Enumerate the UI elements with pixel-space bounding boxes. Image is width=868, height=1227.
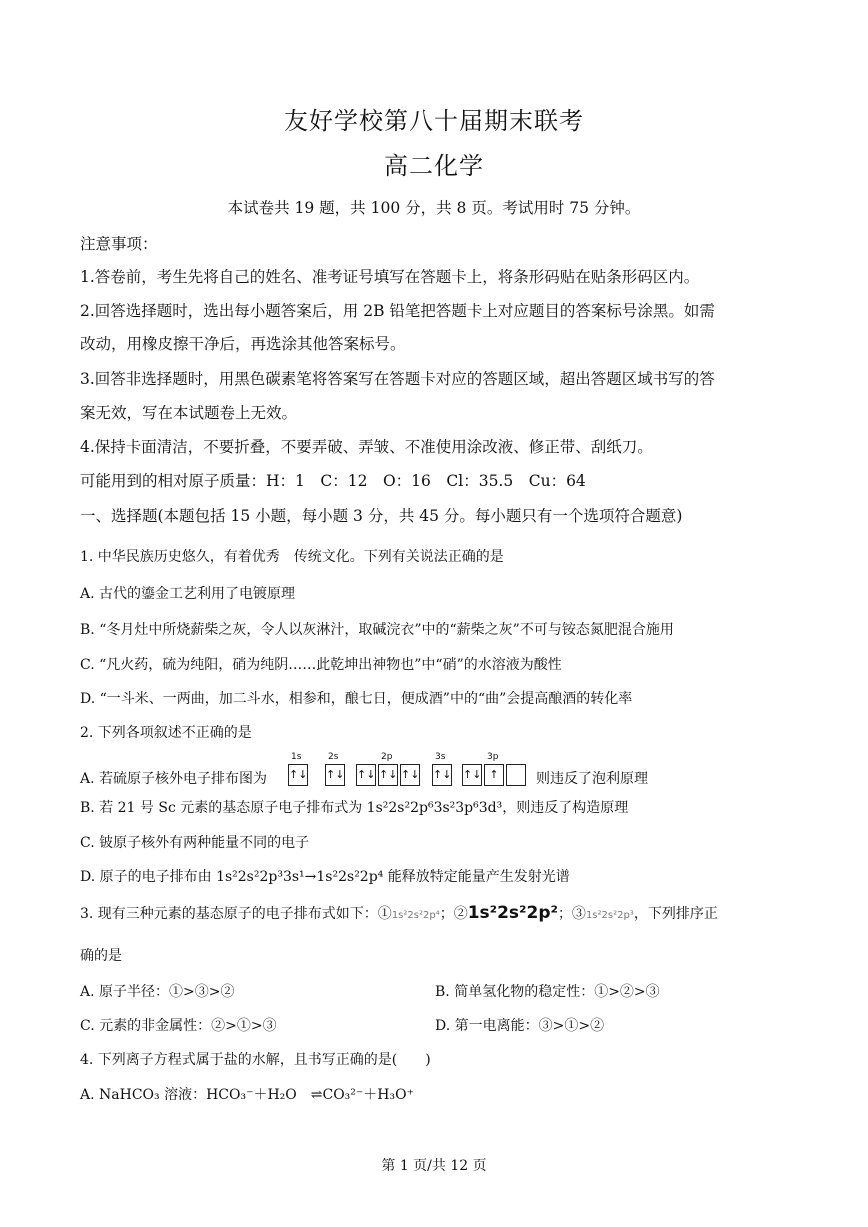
q2-option-b: B. 若 21 号 Sc 元素的基态原子电子排布式为 1s²2s²2p⁶3s²3p⁶3d³，则违反了构造原理 [80, 800, 629, 816]
notice-item: 改动，用橡皮擦干净后，再选涂其他答案标号。 [80, 335, 406, 353]
q3-option-d: D. 第一电离能：③>①>② [435, 1018, 605, 1034]
notice-item: 案无效，写在本试题卷上无效。 [80, 404, 298, 422]
q3-config-2: 1s²2s²2p² [467, 903, 558, 923]
q3-stem: 3. 现有三种元素的基态原子的电子排布式如下：①1s²2s²2p⁴；②1s²2s²2p²；③1s²2s²2p³，下列排序正 [80, 903, 718, 923]
exam-subject: 高二化学 [384, 152, 484, 180]
orbital-box: ↑↓ [325, 764, 345, 786]
notice-heading: 注意事项： [80, 235, 158, 253]
orbital-box: ↑ [484, 764, 504, 786]
q4-stem: 4. 下列离子方程式属于盐的水解，且书写正确的是( ) [80, 1052, 431, 1068]
q3-option-a: A. 原子半径：①>③>② [80, 984, 235, 1000]
q1-stem: 1. 中华民族历史悠久，有着优秀 传统文化。下列有关说法正确的是 [80, 549, 504, 565]
orbital-box: ↑↓ [400, 764, 420, 786]
q3-option-b: B. 简单氢化物的稳定性：①>②>③ [435, 984, 660, 1000]
atomic-masses: 可能用到的相对原子质量：H：1 C：12 O：16 Cl：35.5 Cu：64 [80, 472, 586, 490]
q1-option-c: C. “凡火药，硫为纯阳，硝为纯阴……此乾坤出神物也”中“硝”的水溶液为酸性 [80, 657, 562, 673]
q3-option-c: C. 元素的非金属性：②>①>③ [80, 1018, 277, 1034]
q2-option-a-text: A. 若硫原子核外电子排布图为 [80, 771, 268, 787]
q1-option-a: A. 古代的鎏金工艺利用了电镀原理 [80, 586, 296, 602]
orbital-box: ↑↓ [378, 764, 398, 786]
orbital-box: ↑↓ [432, 764, 452, 786]
notice-item: 2.回答选择题时，选出每小题答案后，用 2B 铅笔把答题卡上对应题目的答案标号涂黑。如需 [80, 302, 715, 320]
q1-option-b: B. “冬月灶中所烧薪柴之灰，令人以灰淋汁，取碱浣衣”中的“薪柴之灰”不可与铵态氮肥混合施用 [80, 622, 674, 638]
q2-option-a: A. 若硫原子核外电子排布图为 1s ↑↓ 2s ↑↓ 2p ↑↓ ↑↓ ↑↓ 3s ↑↓ 3p ↑↓ ↑ 则违反了泡利原理 [80, 752, 648, 787]
q3-row-1 [80, 981, 800, 1001]
orbital-box: ↑↓ [288, 764, 308, 786]
q2-stem: 2. 下列各项叙述不正确的是 [80, 725, 252, 741]
q2-option-c: C. 铍原子核外有两种能量不同的电子 [80, 835, 310, 851]
notice-item: 3.回答非选择题时，用黑色碳素笔将答案写在答题卡对应的答题区域，超出答题区域书写的答 [80, 370, 715, 388]
orbital-box: ↑↓ [462, 764, 482, 786]
q3-config-1: 1s²2s²2p⁴ [391, 910, 440, 921]
q2-option-a-tail: 则违反了泡利原理 [536, 771, 648, 787]
page-number: 第 1 页/共 12 页 [381, 1158, 487, 1174]
q3-config-3: 1s²2s²2p³ [585, 910, 634, 921]
section-heading: 一、选择题(本题包括 15 小题，每小题 3 分，共 45 分。每小题只有一个选项符合题意) [80, 507, 683, 525]
orbital-box [506, 764, 526, 786]
orbital-box: ↑↓ [356, 764, 376, 786]
q2-option-d: D. 原子的电子排布由 1s²2s²2p³3s¹→1s²2s²2p⁴ 能释放特定能量产生发射光谱 [80, 869, 570, 885]
q4-option-a: A. NaHCO₃ 溶液：HCO₃⁻＋H₂O ⇌CO₃²⁻＋H₃O⁺ [80, 1087, 414, 1103]
exam-info: 本试卷共 19 题，共 100 分，共 8 页。考试用时 75 分钟。 [227, 199, 641, 217]
q3-row-2 [80, 1015, 800, 1035]
notice-item: 1.答卷前，考生先将自己的姓名、准考证号填写在答题卡上，将条形码贴在贴条形码区内。 [80, 268, 700, 286]
q1-option-d: D. “一斗米、一两曲，加二斗水，相参和，酿七日，便成酒”中的“曲”会提高酿酒的转化率 [80, 691, 633, 707]
exam-title: 友好学校第八十届期末联考 [284, 107, 584, 135]
q3-stem-cont: 确的是 [80, 948, 122, 964]
notice-item: 4.保持卡面清洁，不要折叠，不要弄破、弄皱、不准使用涂改液、修正带、刮纸刀。 [80, 438, 653, 456]
